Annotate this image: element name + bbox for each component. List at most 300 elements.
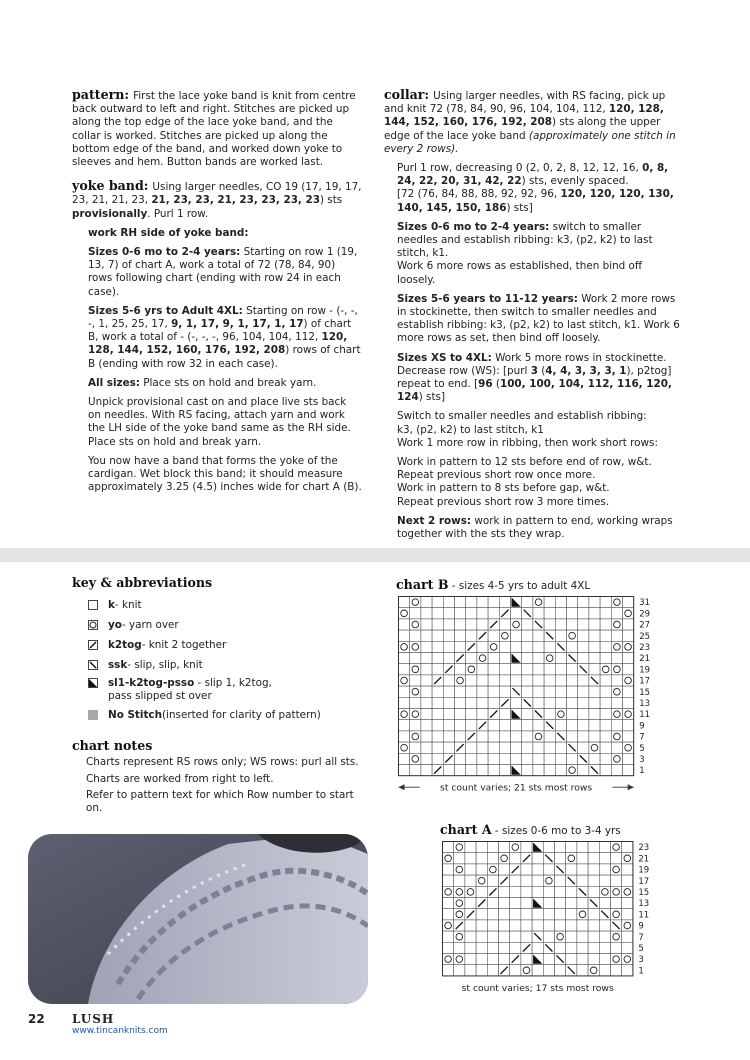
chart-b-stitch-cell — [488, 686, 499, 697]
chart-a-stitch-cell — [611, 898, 622, 909]
chart-a-stitch-cell — [599, 853, 610, 864]
collar-instructions — [384, 162, 682, 560]
chart-b-title: chart B - sizes 4-5 yrs to adult 4XL — [396, 577, 591, 592]
chart-a-row-number-label: 23 — [638, 843, 650, 854]
chart-b-stitch-cell — [477, 597, 488, 608]
chart-a-stitch-cell — [465, 931, 476, 942]
pattern-heading: pattern: — [72, 87, 130, 102]
chart-b-stitch-cell — [533, 630, 544, 641]
chart-b-stitch-cell — [499, 653, 510, 664]
chart-a-row-number-label: 1 — [638, 966, 644, 977]
chart-b-stitch-cell — [466, 619, 477, 630]
chart-a-stitch-cell — [543, 942, 554, 953]
chart-b-stitch-cell — [555, 765, 566, 776]
chart-b-stitch-cell — [623, 765, 634, 776]
sl1-k2tog-psso-symbol-icon — [88, 678, 98, 688]
cardigan-yoke-photo — [28, 834, 368, 1004]
chart-b-stitch-cell — [399, 675, 410, 686]
chart-b-stitch-cell — [533, 608, 544, 619]
chart-b-row-number-label: 25 — [639, 631, 651, 642]
chart-b-row-number-label: 3 — [639, 755, 645, 765]
chart-b-stitch-cell — [421, 742, 432, 753]
chart-b-stitch-cell — [399, 664, 410, 675]
chart-b-stitch-cell — [499, 753, 510, 764]
chart-a-row-number-label: 5 — [638, 944, 644, 954]
collar-short-rows: Work in pattern to 12 sts before end of row, w&t. Repeat previous short row once more. Work in pattern to 8 sts before gap, w&t. Repeat previous short row 3 more times. — [397, 456, 652, 508]
chart-a-stitch-cell — [532, 942, 543, 953]
chart-a-stitch-cell — [487, 954, 498, 965]
chart-b-stitch-cell — [511, 664, 522, 675]
chart-b-stitch-cell — [522, 720, 533, 731]
chart-a-stitch-cell — [521, 920, 532, 931]
chart-a-stitch-cell — [555, 898, 566, 909]
chart-b-stitch-cell — [399, 653, 410, 664]
chart-b-stitch-cell — [567, 753, 578, 764]
chart-a-row-number-label: 3 — [638, 955, 644, 966]
chart-a-row-number-label: 11 — [638, 910, 650, 921]
chart-a-stitch-cell — [510, 864, 521, 875]
chart-b-stitch-cell — [488, 709, 499, 720]
chart-a-stitch-cell — [566, 853, 577, 864]
chart-b-stitch-cell — [488, 675, 499, 686]
chart-b-stitch-cell — [477, 742, 488, 753]
chart-notes-list — [72, 756, 362, 815]
chart-a-stitch-cell — [532, 864, 543, 875]
chart-a-stitch-cell — [454, 898, 465, 909]
chart-b-stitch-cell — [466, 675, 477, 686]
chart-b-stitch-cell — [477, 697, 488, 708]
chart-a-stitch-cell — [510, 842, 521, 853]
chart-a-stitch-cell — [566, 909, 577, 920]
section-divider — [0, 548, 750, 562]
chart-b-stitch-cell — [611, 731, 622, 742]
chart-b-stitch-cell — [511, 765, 522, 776]
chart-b-stitch-cell — [432, 697, 443, 708]
chart-b-stitch-cell — [488, 630, 499, 641]
chart-a-row-number-label: 19 — [638, 865, 650, 876]
chart-b-stitch-cell — [600, 686, 611, 697]
chart-b-stitch-cell — [533, 686, 544, 697]
chart-b-stitch-cell — [443, 720, 454, 731]
chart-a-stitch-cell — [476, 909, 487, 920]
chart-b-stitch-cell — [477, 630, 488, 641]
chart-b-stitch-cell — [600, 753, 611, 764]
chart-a-stitch-cell — [499, 853, 510, 864]
chart-b-stitch-cell — [578, 765, 589, 776]
chart-b-stitch-cell — [578, 720, 589, 731]
chart-b-stitch-cell — [410, 608, 421, 619]
chart-b-stitch-cell — [455, 641, 466, 652]
chart-a-stitch-cell — [622, 875, 633, 886]
chart-b-stitch-cell — [589, 731, 600, 742]
chart-b-stitch-cell — [623, 720, 634, 731]
chart-b-stitch-cell — [533, 742, 544, 753]
chart-b-stitch-cell — [399, 765, 410, 776]
chart-a-stitch-cell — [510, 886, 521, 897]
chart-b-stitch-cell — [499, 742, 510, 753]
chart-b-stitch-cell — [399, 753, 410, 764]
ssk-symbol-icon — [88, 660, 98, 670]
chart-b-stitch-cell — [567, 641, 578, 652]
chart-b-stitch-cell — [611, 742, 622, 753]
chart-a-stitch-cell — [577, 931, 588, 942]
chart-b-stitch-cell — [623, 619, 634, 630]
k2tog-symbol-icon — [88, 640, 98, 650]
chart-a-stitch-cell — [443, 875, 454, 886]
chart-a-stitch-cell — [454, 842, 465, 853]
chart-b-stitch-cell — [499, 608, 510, 619]
chart-b-stitch-cell — [421, 608, 432, 619]
chart-a-stitch-cell — [443, 920, 454, 931]
chart-b-stitch-cell — [488, 765, 499, 776]
sizes-large-paragraph: Sizes 5-6 yrs to Adult 4XL: Starting on row - (-, -, -, 1, 25, 25, 17, 9, 1, 17, 9, 1, 17, 1, 17) of chart B, work a total of - (-, -, -, 96, 104, 104, 112, 120, 128, 144, 152, 160, 176, 192, 208) rows of chart B (ending with row 32 in each case). — [88, 304, 361, 370]
chart-b-stitch-cell — [477, 709, 488, 720]
chart-a-stitch-cell — [543, 909, 554, 920]
chart-b-stitch-cell — [555, 619, 566, 630]
chart-b-stitch-cell — [544, 686, 555, 697]
chart-b-stitch-cell — [544, 630, 555, 641]
chart-b-stitch-cell — [477, 720, 488, 731]
chart-b-row-number-label: 27 — [639, 620, 651, 631]
chart-a-stitch-cell — [599, 842, 610, 853]
chart-a-stitch-cell — [499, 909, 510, 920]
chart-b-stitch-cell — [578, 653, 589, 664]
chart-a-stitch-cell — [465, 842, 476, 853]
chart-b-row-number-label: 17 — [639, 676, 651, 687]
chart-a-stitch-cell — [555, 909, 566, 920]
chart-a-stitch-cell — [555, 942, 566, 953]
chart-a-stitch-cell — [443, 842, 454, 853]
chart-a-stitch-cell — [611, 909, 622, 920]
yoke-band-heading: yoke band: — [72, 178, 149, 194]
chart-b-stitch-cell — [589, 765, 600, 776]
chart-b-stitch-cell — [443, 742, 454, 753]
chart-b-row-number-label: 11 — [639, 710, 651, 721]
chart-a-stitch-cell — [454, 909, 465, 920]
chart-b-stitch-cell — [443, 686, 454, 697]
chart-a-stitch-cell — [510, 898, 521, 909]
chart-b-stitch-cell — [623, 641, 634, 652]
chart-b-stitch-cell — [544, 675, 555, 686]
chart-b-stitch-cell — [410, 742, 421, 753]
chart-a-stitch-cell — [599, 875, 610, 886]
chart-b-stitch-cell — [600, 630, 611, 641]
chart-b-stitch-cell — [410, 619, 421, 630]
chart-a-stitch-cell — [622, 853, 633, 864]
chart-b-stitch-cell — [399, 597, 410, 608]
pattern-paragraph: pattern: First the lace yoke band is knit from centre back outward to left and right. Stitches are picked up along the top edge of the lace yoke band, and the collar is worked. Stitches are picked up along the bottom edge of the band, and worked down yoke to sleeves and hem. Button bands are worked last. — [72, 87, 356, 169]
chart-b-stitch-cell — [432, 709, 443, 720]
chart-a-stitch-cell — [543, 954, 554, 965]
chart-b-stitch-cell — [522, 641, 533, 652]
chart-b-stitch-cell — [567, 686, 578, 697]
chart-b-stitch-cell — [466, 753, 477, 764]
chart-b-stitch-cell — [522, 653, 533, 664]
chart-b-stitch-cell — [555, 653, 566, 664]
chart-b-stitch-cell — [578, 619, 589, 630]
key-heading: key & abbreviations — [72, 575, 213, 590]
chart-b-stitch-cell — [589, 709, 600, 720]
chart-b-stitch-cell — [611, 664, 622, 675]
chart-b-row-number-label: 1 — [639, 766, 645, 777]
chart-b-stitch-cell — [544, 731, 555, 742]
chart-b-stitch-cell — [611, 608, 622, 619]
chart-a-stitch-cell — [487, 886, 498, 897]
chart-b-stitch-cell — [443, 619, 454, 630]
chart-b-stitch-cell — [511, 675, 522, 686]
chart-a-stitch-cell — [566, 842, 577, 853]
chart-b-stitch-cell — [544, 619, 555, 630]
chart-a-stitch-cell — [521, 931, 532, 942]
chart-b-stitch-cell — [455, 619, 466, 630]
chart-b-stitch-cell — [611, 709, 622, 720]
chart-b-stitch-cell — [410, 686, 421, 697]
chart-b-stitch-cell — [589, 619, 600, 630]
chart-b-stitch-cell — [455, 686, 466, 697]
chart-a-stitch-cell — [454, 942, 465, 953]
chart-b-stitch-cell — [477, 675, 488, 686]
chart-b-stitch-cell — [522, 664, 533, 675]
chart-a-stitch-cell — [588, 875, 599, 886]
chart-b-stitch-cell — [555, 641, 566, 652]
chart-b-stitch-cell — [600, 720, 611, 731]
chart-b-stitch-cell — [533, 731, 544, 742]
chart-b-stitch-cell — [466, 686, 477, 697]
chart-a-stitch-cell — [566, 920, 577, 931]
chart-b-stitch-cell — [544, 742, 555, 753]
chart-a-footer-label: st count varies; 17 sts most rows — [461, 982, 614, 994]
brand-name: LUSH — [72, 1012, 115, 1026]
chart-b-stitch-cell — [511, 709, 522, 720]
chart-a-stitch-cell — [454, 875, 465, 886]
chart-b-stitch-cell — [432, 664, 443, 675]
chart-b-stitch-cell — [410, 765, 421, 776]
chart-b-row-number-label: 29 — [639, 609, 651, 620]
chart-b-stitch-cell — [399, 709, 410, 720]
chart-a-stitch-cell — [611, 864, 622, 875]
chart-b-stitch-cell — [600, 664, 611, 675]
chart-b-stitch-cell — [410, 720, 421, 731]
chart-b-stitch-cell — [421, 753, 432, 764]
chart-b-stitch-cell — [589, 608, 600, 619]
chart-b-stitch-cell — [421, 675, 432, 686]
chart-b-stitch-cell — [477, 653, 488, 664]
chart-b-stitch-cell — [477, 686, 488, 697]
collar-xs-sizes: Sizes XS to 4XL: Work 5 more rows in stockinette. Decrease row (WS): [purl 3 (4, 4, 3, 3, 3, 1), p2tog] repeat to end. [96 (100, 100, 104, 112, 116, 120, 124) sts] — [397, 351, 672, 404]
chart-b-stitch-cell — [623, 597, 634, 608]
chart-b-stitch-cell — [600, 709, 611, 720]
chart-b-stitch-cell — [466, 653, 477, 664]
chart-b-stitch-cell — [567, 630, 578, 641]
chart-a-stitch-cell — [588, 909, 599, 920]
chart-b-stitch-cell — [578, 597, 589, 608]
chart-b-stitch-cell — [555, 697, 566, 708]
collar-ribbing: Switch to smaller needles and establish ribbing: k3, (p2, k2) to last stitch, k1 Work 1 more row in ribbing, then work short rows: — [397, 410, 658, 449]
chart-a-stitch-cell — [543, 886, 554, 897]
chart-b-stitch-cell — [443, 630, 454, 641]
chart-a-stitch-cell — [454, 954, 465, 965]
chart-a-stitch-cell — [566, 942, 577, 953]
chart-a-stitch-cell — [588, 942, 599, 953]
chart-b-stitch-cell — [544, 653, 555, 664]
chart-b-stitch-cell — [555, 686, 566, 697]
chart-a-stitch-cell — [599, 942, 610, 953]
chart-a-stitch-cell — [566, 931, 577, 942]
chart-a-stitch-cell — [443, 853, 454, 864]
collar-mid-sizes: Sizes 5-6 years to 11-12 years: Work 2 more rows in stockinette, then switch to smaller needles and establish ribbing: k3, (p2, k2) to last stitch, k1. Work 6 more rows as set, then bind off loosely. — [397, 292, 680, 345]
chart-b-stitch-cell — [611, 675, 622, 686]
chart-b-stitch-cell — [443, 753, 454, 764]
chart-b-stitch-cell — [499, 765, 510, 776]
chart-a-stitch-cell — [555, 886, 566, 897]
chart-b-stitch-cell — [544, 709, 555, 720]
chart-b-stitch-cell — [466, 709, 477, 720]
chart-a-stitch-cell — [577, 920, 588, 931]
chart-a-stitch-cell — [499, 875, 510, 886]
chart-b-stitch-cell — [443, 731, 454, 742]
chart-b-stitch-cell — [410, 653, 421, 664]
chart-a-stitch-cell — [622, 965, 633, 976]
chart-a-stitch-cell — [521, 886, 532, 897]
chart-a-stitch-cell — [487, 965, 498, 976]
chart-a-stitch-cell — [611, 965, 622, 976]
chart-b-stitch-cell — [567, 675, 578, 686]
chart-a-stitch-cell — [476, 853, 487, 864]
chart-a-stitch-cell — [510, 853, 521, 864]
chart-b-grid — [398, 596, 688, 796]
chart-a-stitch-cell — [588, 864, 599, 875]
chart-b-stitch-cell — [455, 720, 466, 731]
chart-a-stitch-cell — [555, 853, 566, 864]
chart-b-stitch-cell — [623, 742, 634, 753]
chart-b-stitch-cell — [511, 608, 522, 619]
sizes-small-paragraph: Sizes 0-6 mo to 2-4 years: Starting on row 1 (19, 13, 7) of chart A, work a total of 72 (78, 84, 90) rows following chart (ending with row 24 in each case). — [88, 246, 358, 298]
chart-b-stitch-cell — [567, 742, 578, 753]
chart-a-stitch-cell — [532, 909, 543, 920]
chart-b-stitch-cell — [511, 686, 522, 697]
chart-b-stitch-cell — [455, 697, 466, 708]
chart-b-stitch-cell — [499, 720, 510, 731]
chart-a-stitch-cell — [443, 864, 454, 875]
chart-b-stitch-cell — [611, 597, 622, 608]
chart-b-stitch-cell — [410, 675, 421, 686]
chart-a-stitch-cell — [499, 864, 510, 875]
chart-a-stitch-cell — [532, 853, 543, 864]
chart-a-stitch-cell — [443, 909, 454, 920]
chart-b-arrow-right-icon — [628, 784, 634, 790]
chart-a-stitch-cell — [454, 965, 465, 976]
chart-a-stitch-cell — [476, 931, 487, 942]
collar-small-sizes: Sizes 0-6 mo to 2-4 years: switch to smaller needles and establish ribbing: k3, (p2, k2) to last stitch, k1. Work 6 more rows as established, then bind off loosely. — [397, 220, 653, 286]
chart-b-stitch-cell — [443, 709, 454, 720]
chart-notes-heading: chart notes — [72, 738, 153, 754]
all-sizes-paragraph: All sizes: Place sts on hold and break yarn. — [88, 376, 317, 389]
chart-b-stitch-cell — [623, 686, 634, 697]
chart-a-stitch-cell — [599, 931, 610, 942]
chart-b-stitch-cell — [578, 630, 589, 641]
key-item-k2tog: k2tog - knit 2 together — [88, 635, 362, 655]
chart-b-stitch-cell — [600, 675, 611, 686]
brand-footer — [72, 1012, 168, 1036]
chart-b-stitch-cell — [421, 686, 432, 697]
chart-a-stitch-cell — [611, 931, 622, 942]
chart-b-stitch-cell — [455, 630, 466, 641]
chart-b-stitch-cell — [421, 765, 432, 776]
chart-b-stitch-cell — [611, 641, 622, 652]
chart-a-stitch-cell — [599, 920, 610, 931]
chart-b-stitch-cell — [511, 697, 522, 708]
chart-a-stitch-cell — [622, 954, 633, 965]
chart-b-stitch-cell — [410, 709, 421, 720]
chart-a-stitch-cell — [487, 898, 498, 909]
chart-b-stitch-cell — [544, 664, 555, 675]
chart-b-stitch-cell — [600, 765, 611, 776]
chart-a-stitch-cell — [487, 909, 498, 920]
chart-a-stitch-cell — [599, 886, 610, 897]
chart-a-row-number-label: 17 — [638, 876, 650, 887]
chart-b-stitch-cell — [499, 731, 510, 742]
chart-b-stitch-cell — [399, 686, 410, 697]
chart-b-stitch-cell — [522, 731, 533, 742]
chart-b-stitch-cell — [421, 697, 432, 708]
collar-purl-paragraph: Purl 1 row, decreasing 0 (2, 0, 2, 8, 12, 12, 16, 0, 8, 24, 22, 20, 31, 42, 22) sts, evenly spaced. [72 (76, 84, 88, 88, 92, 92, 96, 120, 120, 120, 130, 140, 145, 150, 186) sts] — [397, 162, 674, 214]
chart-b-stitch-cell — [623, 753, 634, 764]
chart-a-stitch-cell — [577, 886, 588, 897]
chart-b-stitch-cell — [533, 664, 544, 675]
chart-b-stitch-cell — [432, 619, 443, 630]
chart-a-grid — [442, 841, 687, 995]
chart-a-stitch-cell — [476, 965, 487, 976]
chart-b-stitch-cell — [522, 675, 533, 686]
chart-b-stitch-cell — [399, 742, 410, 753]
chart-a-stitch-cell — [487, 875, 498, 886]
chart-a-stitch-cell — [543, 875, 554, 886]
website-link[interactable]: www.tincanknits.com — [72, 1026, 168, 1036]
chart-b-stitch-cell — [399, 608, 410, 619]
chart-a-stitch-cell — [465, 954, 476, 965]
chart-b-stitch-cell — [623, 608, 634, 619]
chart-a-stitch-cell — [454, 864, 465, 875]
chart-b-footer-label: st count varies; 21 sts most rows — [440, 782, 593, 794]
chart-b-stitch-cell — [544, 697, 555, 708]
chart-b-stitch-cell — [611, 619, 622, 630]
key-item-yo: yo - yarn over — [88, 615, 362, 635]
band-paragraph: You now have a band that forms the yoke of the cardigan. Wet block this band; it should measure approximately 3.25 (4.5) inches wide for chart A (B). — [88, 454, 362, 494]
chart-b-stitch-cell — [499, 709, 510, 720]
chart-b-stitch-cell — [611, 720, 622, 731]
chart-b-stitch-cell — [578, 686, 589, 697]
collar-heading: collar: — [384, 87, 430, 102]
chart-b-stitch-cell — [443, 664, 454, 675]
chart-b-stitch-cell — [533, 597, 544, 608]
chart-b-stitch-cell — [589, 753, 600, 764]
chart-b-stitch-cell — [443, 608, 454, 619]
chart-b-stitch-cell — [544, 608, 555, 619]
chart-a-stitch-cell — [476, 954, 487, 965]
chart-b-stitch-cell — [600, 697, 611, 708]
chart-a-stitch-cell — [476, 842, 487, 853]
chart-note: Refer to pattern text for which Row number to start on. — [86, 788, 354, 815]
chart-a-stitch-cell — [443, 942, 454, 953]
chart-a-stitch-cell — [588, 886, 599, 897]
chart-a-stitch-cell — [487, 864, 498, 875]
chart-b-stitch-cell — [455, 653, 466, 664]
chart-b-stitch-cell — [511, 720, 522, 731]
chart-a-stitch-cell — [577, 864, 588, 875]
chart-b-stitch-cell — [623, 709, 634, 720]
chart-b-stitch-cell — [623, 697, 634, 708]
chart-b-stitch-cell — [432, 686, 443, 697]
